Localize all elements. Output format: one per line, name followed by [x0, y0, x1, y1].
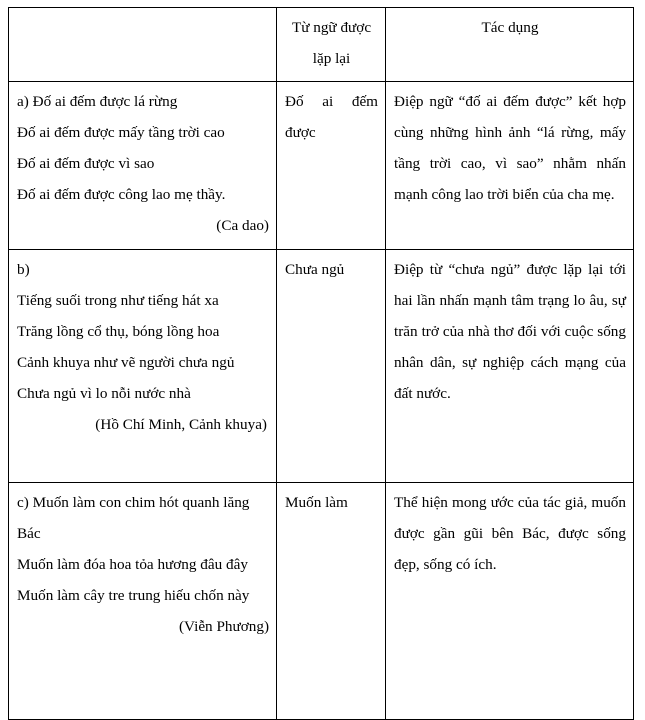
poem-line: Đố ai đếm được công lao mẹ thầy. — [17, 186, 226, 203]
repetition-analysis-table — [8, 7, 634, 720]
poem-line: Đố ai đếm được mấy tầng trời cao — [17, 124, 225, 141]
poem-line: c) Muốn làm con chim hót quanh lăng Bác — [17, 494, 250, 542]
poem-line: Chưa ngủ vì lo nỗi nước nhà — [17, 385, 191, 402]
table-row — [9, 250, 634, 483]
poem-attribution: (Hồ Chí Minh, Cảnh khuya) — [95, 416, 267, 433]
poem-attribution: (Ca dao) — [216, 217, 269, 234]
table-body — [9, 82, 634, 720]
poem-line: Đố ai đếm được vì sao — [17, 155, 155, 172]
poem-line: a) Đố ai đếm được lá rừng — [17, 93, 178, 110]
table-row — [9, 483, 634, 720]
effect-cell-c: Thể hiện mong ước của tác giả, muốn được gần gũi bên Bác, được sống đẹp, sống có ích. — [386, 483, 634, 720]
poem-line: b) — [17, 261, 30, 278]
header-keyword-line1: Từ ngữ được — [291, 19, 372, 36]
excerpt-cell-c — [9, 483, 277, 720]
effect-cell-b: Điệp từ “chưa ngủ” được lặp lại tới hai lần nhấn mạnh tâm trạng lo âu, sự trăn trở của nhà thơ đối với cuộc sống nhân dân, sự nghiệp cách mạng của đất nước. — [386, 250, 634, 483]
table-row — [9, 82, 634, 250]
header-cell-keyword — [277, 8, 386, 82]
excerpt-cell-a — [9, 82, 277, 250]
header-effect-label: Tác dụng — [481, 19, 539, 36]
poem-line: Muốn làm cây tre trung hiếu chốn này — [17, 587, 250, 604]
poem-line: Cảnh khuya như vẽ người chưa ngủ — [17, 354, 235, 371]
keyword-cell-a: Đố ai đếm được — [277, 82, 386, 250]
poem-attribution: (Viễn Phương) — [178, 618, 269, 635]
keyword-cell-c: Muốn làm — [277, 483, 386, 720]
poem-line: Muốn làm đóa hoa tỏa hương đâu đây — [17, 556, 248, 573]
excerpt-cell-b — [9, 250, 277, 483]
effect-cell-a: Điệp ngữ “đố ai đếm được” kết hợp cùng những hình ảnh “lá rừng, mấy tầng trời cao, vì sao” nhằm nhấn mạnh công lao trời biển của cha mẹ. — [386, 82, 634, 250]
table-header — [9, 8, 634, 82]
poem-excerpt-b — [17, 254, 269, 440]
header-keyword-line2: lặp lại — [312, 50, 351, 67]
keyword-cell-b: Chưa ngủ — [277, 250, 386, 483]
poem-line: Trăng lồng cổ thụ, bóng lồng hoa — [17, 323, 220, 340]
header-cell-excerpt — [9, 8, 277, 82]
poem-excerpt-a — [17, 86, 269, 241]
poem-line: Tiếng suối trong như tiếng hát xa — [17, 292, 219, 309]
table-header-row — [9, 8, 634, 82]
header-cell-effect — [386, 8, 634, 82]
poem-excerpt-c — [17, 487, 269, 642]
